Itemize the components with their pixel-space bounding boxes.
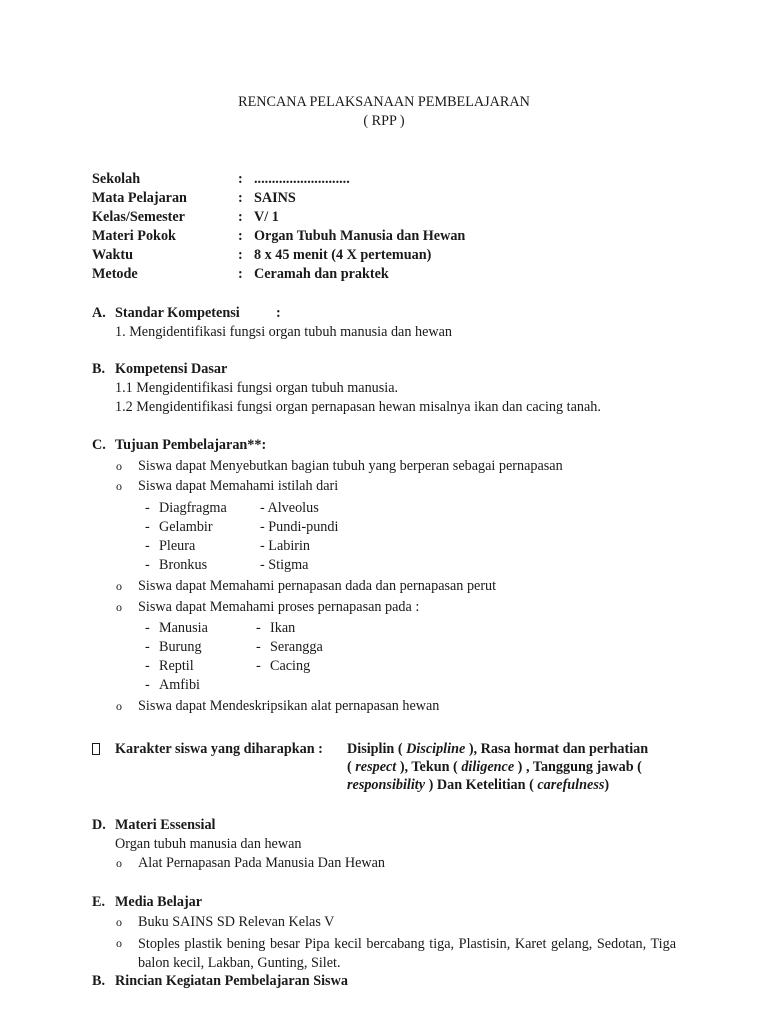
section-letter: D.: [92, 817, 106, 833]
term-item: - Labirin: [260, 538, 311, 554]
bullet-icon: o: [116, 600, 122, 614]
section-heading: Tujuan Pembelajaran**:: [115, 437, 267, 453]
term-item: Gelambir: [159, 519, 213, 535]
objective-item: Siswa dapat Mendeskripsikan alat pernapasan hewan: [138, 698, 440, 714]
checkbox-square-icon: [92, 743, 100, 755]
section-letter: B.: [92, 973, 106, 989]
identity-value: 8 x 45 menit (4 X pertemuan): [254, 247, 432, 263]
competency-item: 1. Mengidentifikasi fungsi organ tubuh manusia dan hewan: [115, 324, 453, 340]
identity-value: ...........................: [254, 171, 350, 187]
section-heading: Rincian Kegiatan Pembelajaran Siswa: [115, 973, 348, 989]
term-item: Bronkus: [159, 557, 208, 573]
dash-marker: -: [256, 620, 261, 636]
heading-colon: :: [276, 305, 281, 321]
section-heading: Media Belajar: [115, 894, 203, 910]
identity-label: Sekolah: [92, 171, 141, 187]
section-letter: C.: [92, 437, 106, 453]
identity-value: V/ 1: [254, 209, 279, 225]
animal-item: Serangga: [270, 639, 323, 655]
identity-colon: :: [238, 247, 243, 263]
dash-marker: -: [145, 658, 150, 674]
identity-label: Kelas/Semester: [92, 209, 185, 225]
term-item: - Alveolus: [260, 500, 319, 516]
term-item: - Stigma: [260, 557, 309, 573]
animal-item: Cacing: [270, 658, 311, 674]
bullet-icon: o: [116, 479, 122, 493]
animal-item: Amfibi: [159, 677, 200, 693]
media-item: Stoples plastik bening besar Pipa kecil bercabang tiga, Plastisin, Karet gelang, Sedotan, Tiga balon kecil, Lakban, Gunting, Silet.: [138, 936, 676, 971]
identity-colon: :: [238, 209, 243, 225]
objective-item: Siswa dapat Memahami proses pernapasan pada :: [138, 599, 420, 615]
identity-value: SAINS: [254, 190, 296, 206]
bullet-icon: o: [116, 915, 122, 929]
dash-marker: -: [145, 538, 150, 554]
dash-marker: -: [145, 500, 150, 516]
media-item: Buku SAINS SD Relevan Kelas V: [138, 914, 335, 930]
bullet-icon: o: [116, 856, 122, 870]
animal-item: Ikan: [270, 620, 296, 636]
dash-marker: -: [145, 639, 150, 655]
basic-competency-item: 1.1 Mengidentifikasi fungsi organ tubuh manusia.: [115, 380, 399, 396]
bullet-icon: o: [116, 936, 122, 950]
document-title: RENCANA PELAKSANAAN PEMBELAJARAN: [238, 94, 530, 110]
identity-value: Ceramah dan praktek: [254, 266, 389, 282]
identity-colon: :: [238, 171, 243, 187]
section-letter: B.: [92, 361, 106, 377]
dash-marker: -: [256, 658, 261, 674]
material-line: Organ tubuh manusia dan hewan: [115, 836, 302, 852]
character-line: Disiplin ( Discipline ), Rasa hormat dan perhatian: [347, 741, 649, 757]
objective-item: Siswa dapat Memahami istilah dari: [138, 478, 339, 494]
term-item: - Pundi-pundi: [260, 519, 339, 535]
objective-item: Siswa dapat Memahami pernapasan dada dan pernapasan perut: [138, 578, 497, 594]
section-heading: Materi Essensial: [115, 817, 216, 833]
character-label: Karakter siswa yang diharapkan :: [115, 741, 323, 757]
identity-label: Mata Pelajaran: [92, 190, 187, 206]
dash-marker: -: [145, 519, 150, 535]
character-line: responsibility ) Dan Ketelitian ( carefulness): [347, 777, 610, 793]
dash-marker: -: [145, 557, 150, 573]
term-item: Pleura: [159, 538, 196, 554]
objective-item: Siswa dapat Menyebutkan bagian tubuh yang berperan sebagai pernapasan: [138, 458, 563, 474]
identity-value: Organ Tubuh Manusia dan Hewan: [254, 228, 466, 244]
identity-label: Metode: [92, 266, 138, 282]
character-line: ( respect ), Tekun ( diligence ) , Tanggung jawab (: [347, 759, 642, 775]
bullet-icon: o: [116, 699, 122, 713]
section-heading: Kompetensi Dasar: [115, 361, 228, 377]
animal-item: Reptil: [159, 658, 194, 674]
identity-label: Waktu: [92, 247, 134, 263]
term-item: Diagfragma: [159, 500, 227, 516]
identity-colon: :: [238, 228, 243, 244]
section-letter: E.: [92, 894, 106, 910]
dash-marker: -: [145, 620, 150, 636]
animal-item: Manusia: [159, 620, 208, 636]
identity-label: Materi Pokok: [92, 228, 176, 244]
animal-item: Burung: [159, 639, 202, 655]
identity-colon: :: [238, 190, 243, 206]
dash-marker: -: [256, 639, 261, 655]
bullet-icon: o: [116, 579, 122, 593]
material-item: Alat Pernapasan Pada Manusia Dan Hewan: [138, 855, 386, 871]
document-subtitle: ( RPP ): [363, 113, 405, 129]
identity-colon: :: [238, 266, 243, 282]
bullet-icon: o: [116, 459, 122, 473]
section-heading: Standar Kompetensi: [115, 305, 240, 321]
dash-marker: -: [145, 677, 150, 693]
basic-competency-item: 1.2 Mengidentifikasi fungsi organ pernapasan hewan misalnya ikan dan cacing tanah.: [115, 399, 601, 415]
section-letter: A.: [92, 305, 106, 321]
